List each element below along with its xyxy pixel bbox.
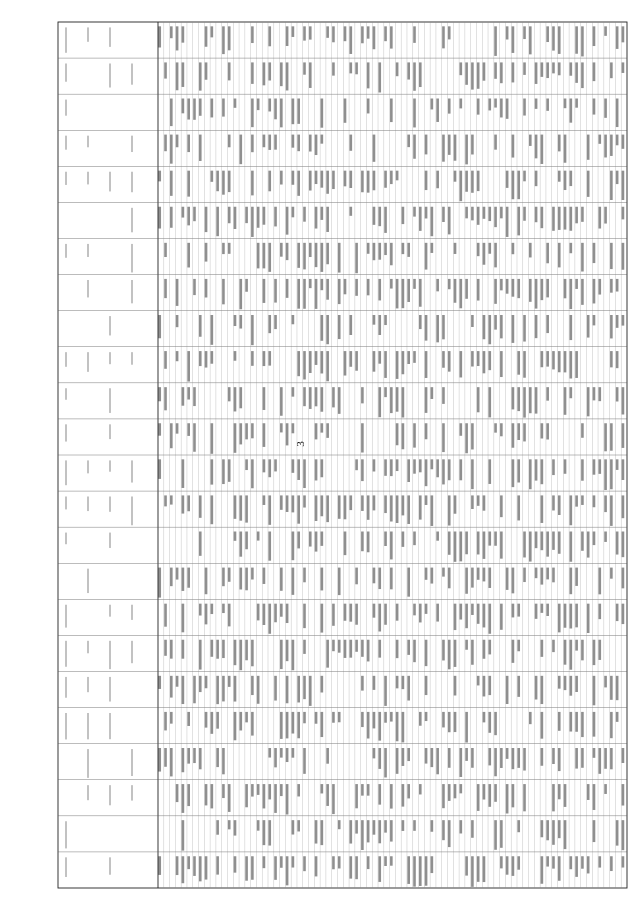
page-number: 3 (294, 441, 307, 447)
